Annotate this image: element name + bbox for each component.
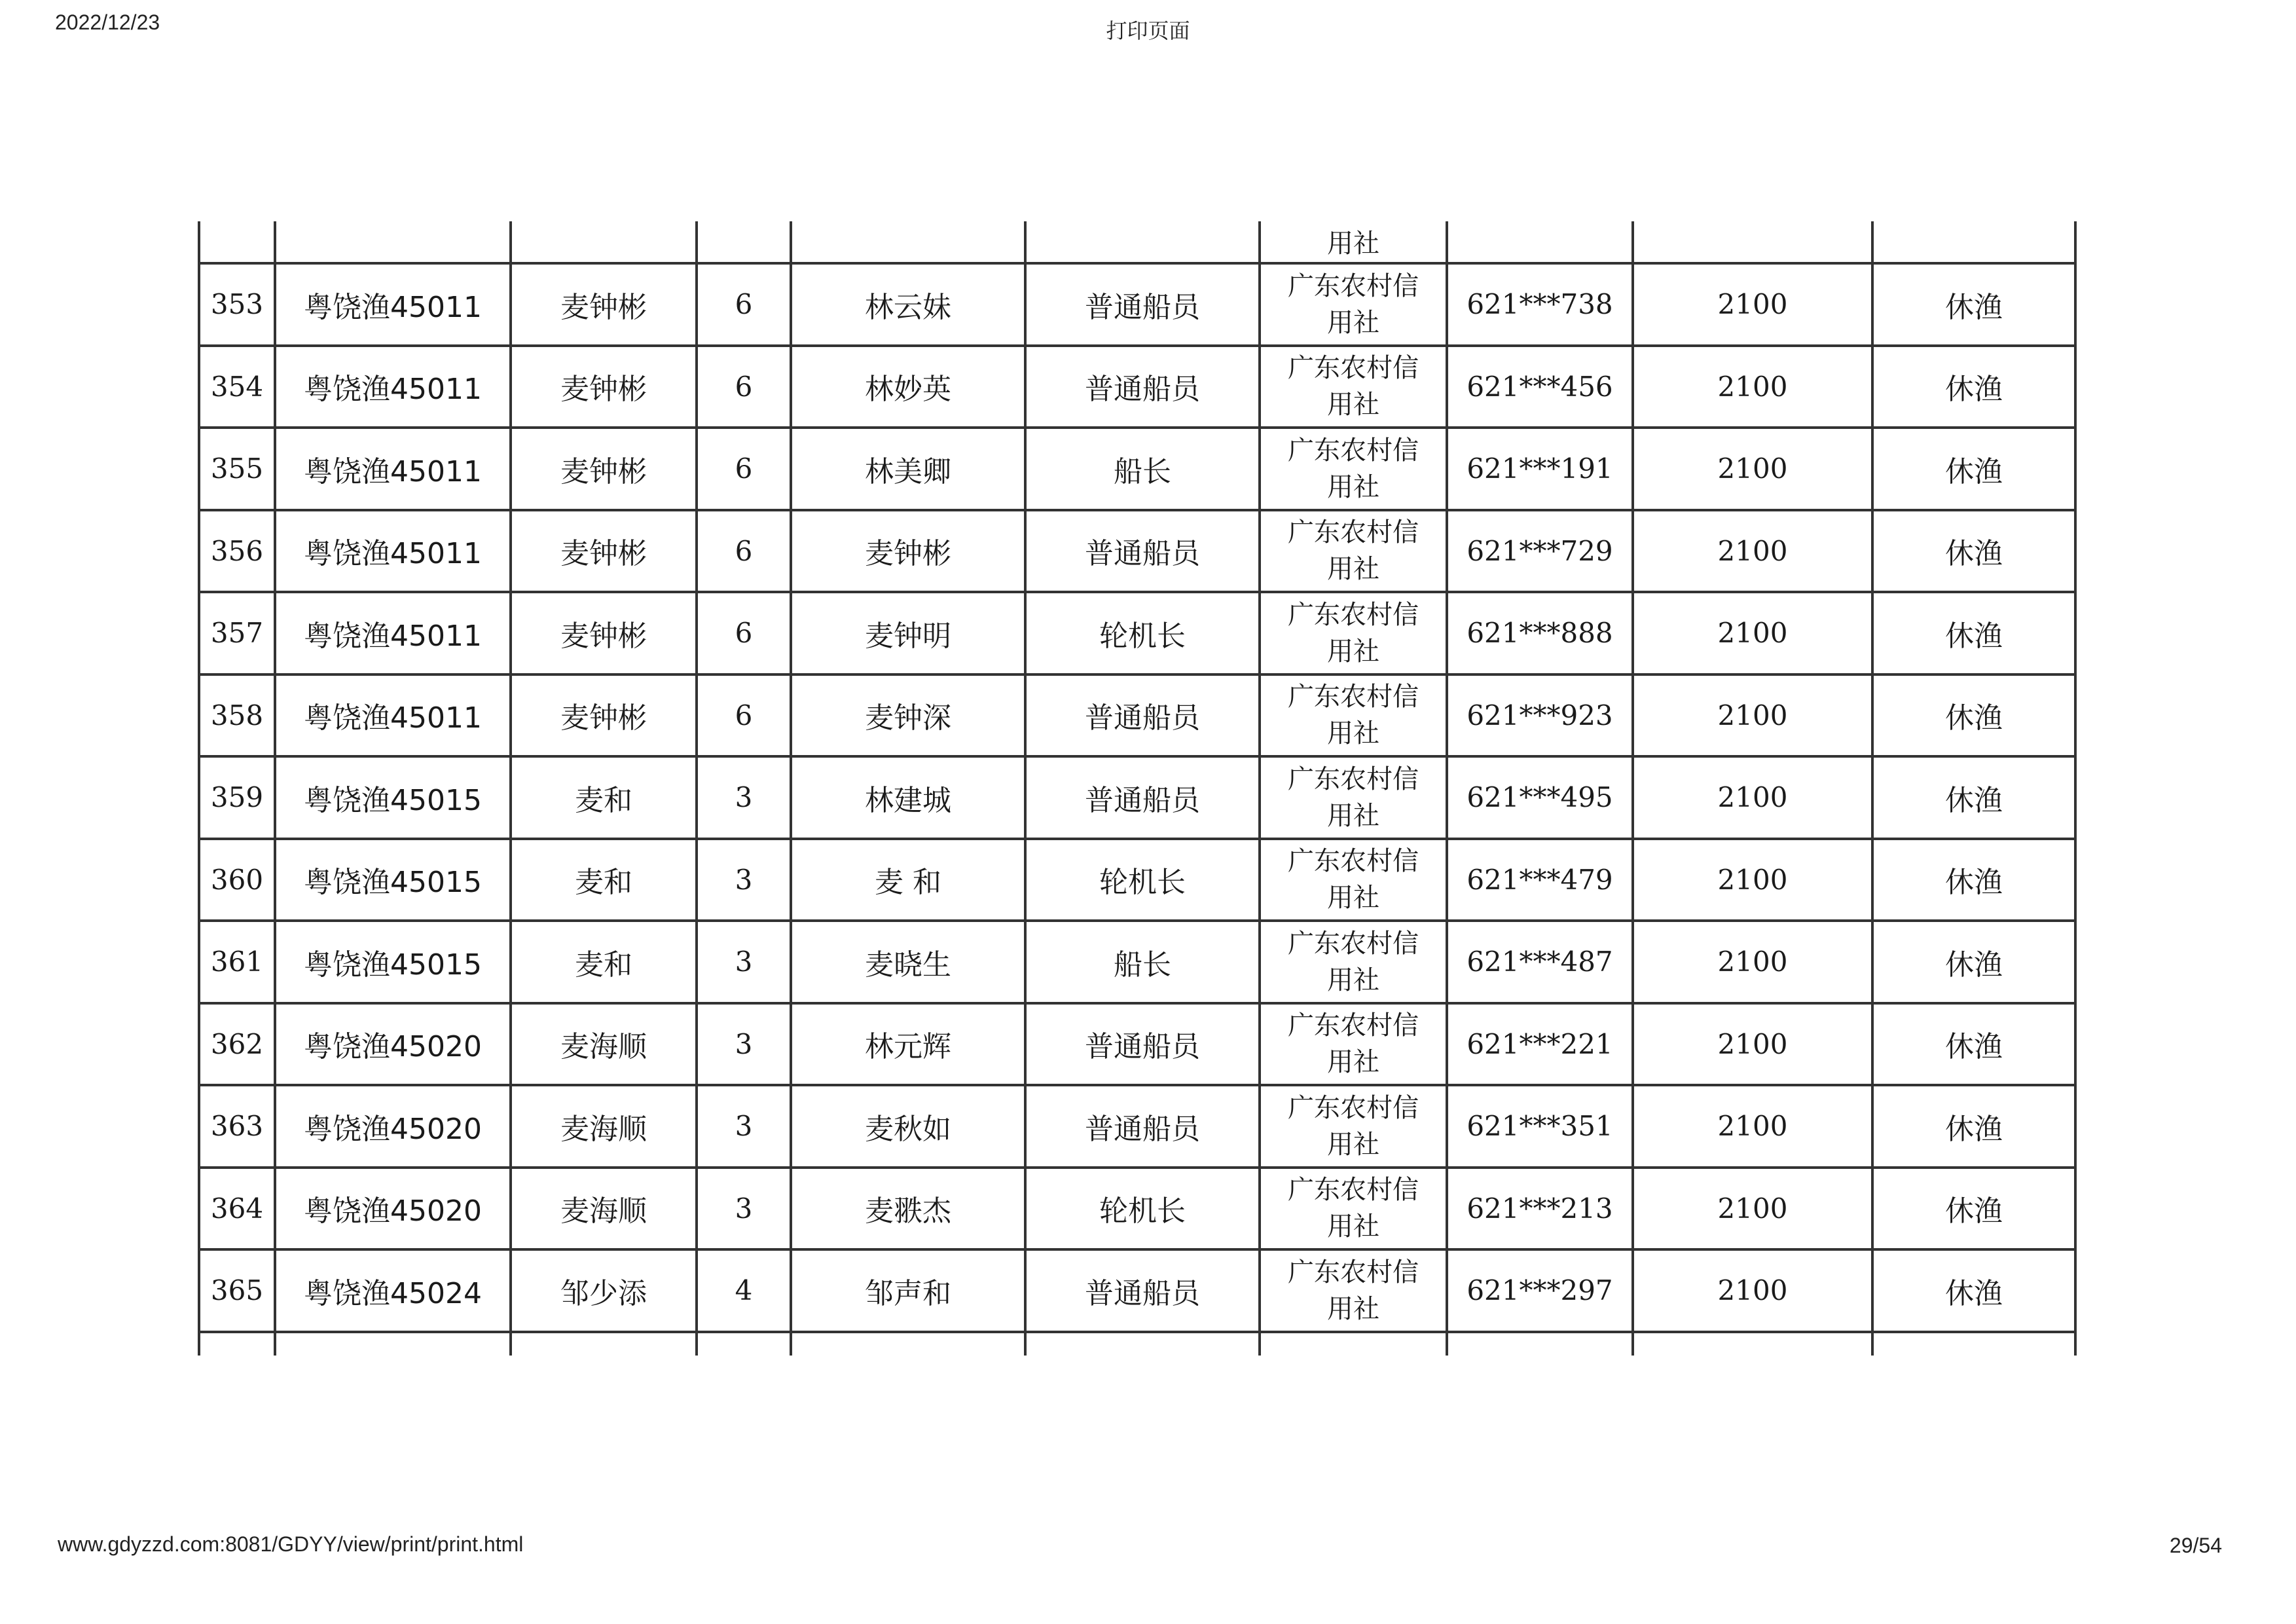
cell-name: 麦晓生 bbox=[791, 921, 1025, 1003]
cell-name: 林元辉 bbox=[791, 1003, 1025, 1086]
cell-count: 6 bbox=[697, 674, 791, 757]
cell-type: 休渔 bbox=[1872, 346, 2075, 428]
cell-vessel: 粤饶渔45011 bbox=[275, 674, 511, 757]
cell-owner: 麦钟彬 bbox=[511, 592, 697, 674]
cell-no: 355 bbox=[199, 428, 275, 510]
cell-account: 621***495 bbox=[1447, 756, 1633, 839]
cell-bank bbox=[1260, 510, 1447, 593]
cell-vessel: 粤饶渔45020 bbox=[275, 1168, 511, 1250]
page-title: 打印页面 bbox=[1106, 18, 1190, 43]
cell-role: 轮机长 bbox=[1025, 1168, 1260, 1250]
cell-name: 麦秋如 bbox=[791, 1085, 1025, 1168]
cell-vessel bbox=[275, 1332, 511, 1356]
cell-account: 621***479 bbox=[1447, 839, 1633, 921]
table-row bbox=[199, 510, 2075, 593]
cell-type bbox=[1872, 1332, 2075, 1356]
bank-line: 广东农村信 bbox=[1288, 1092, 1419, 1123]
cell-account: 621***888 bbox=[1447, 592, 1633, 674]
bank-line: 用社 bbox=[1327, 1211, 1379, 1242]
cell-bank bbox=[1260, 756, 1447, 839]
bank-line: 用社 bbox=[1327, 229, 1379, 259]
cell-amount: 2100 bbox=[1633, 921, 1872, 1003]
cell-vessel: 粤饶渔45015 bbox=[275, 756, 511, 839]
cell-name bbox=[791, 221, 1025, 263]
cell-bank bbox=[1260, 221, 1447, 263]
cell-amount: 2100 bbox=[1633, 592, 1872, 674]
subsidy-table bbox=[198, 221, 2077, 1356]
bank-line: 广东农村信 bbox=[1288, 1010, 1419, 1041]
bank-line: 广东农村信 bbox=[1288, 270, 1419, 301]
cell-role: 轮机长 bbox=[1025, 592, 1260, 674]
cell-amount: 2100 bbox=[1633, 428, 1872, 510]
cell-name: 林美卿 bbox=[791, 428, 1025, 510]
cell-no: 365 bbox=[199, 1249, 275, 1332]
cell-no: 361 bbox=[199, 921, 275, 1003]
cell-type: 休渔 bbox=[1872, 1003, 2075, 1086]
cell-vessel: 粤饶渔45024 bbox=[275, 1249, 511, 1332]
table-row-continued bbox=[199, 221, 2075, 263]
cell-name: 林建城 bbox=[791, 756, 1025, 839]
cell-owner: 麦钟彬 bbox=[511, 428, 697, 510]
cell-amount: 2100 bbox=[1633, 510, 1872, 593]
cell-amount: 2100 bbox=[1633, 1249, 1872, 1332]
page-number: 29/54 bbox=[2169, 1534, 2222, 1557]
cell-amount: 2100 bbox=[1633, 346, 1872, 428]
cell-role: 普通船员 bbox=[1025, 510, 1260, 593]
cell-type: 休渔 bbox=[1872, 592, 2075, 674]
cell-account: 621***351 bbox=[1447, 1085, 1633, 1168]
table-row bbox=[199, 839, 2075, 921]
cell-account: 621***213 bbox=[1447, 1168, 1633, 1250]
bank-line: 广东农村信 bbox=[1288, 846, 1419, 877]
cell-type: 休渔 bbox=[1872, 1085, 2075, 1168]
bank-line: 广东农村信 bbox=[1288, 682, 1419, 712]
table-row bbox=[199, 1168, 2075, 1250]
cell-role: 普通船员 bbox=[1025, 756, 1260, 839]
cell-bank bbox=[1260, 1332, 1447, 1356]
bank-line: 广东农村信 bbox=[1288, 517, 1419, 548]
cell-owner: 麦钟彬 bbox=[511, 263, 697, 346]
cell-role: 普通船员 bbox=[1025, 674, 1260, 757]
bank-line: 用社 bbox=[1327, 965, 1379, 995]
table-row bbox=[199, 263, 2075, 346]
table-body bbox=[199, 221, 2075, 1356]
cell-count: 6 bbox=[697, 428, 791, 510]
cell-vessel: 粤饶渔45011 bbox=[275, 510, 511, 593]
cell-role: 普通船员 bbox=[1025, 263, 1260, 346]
cell-no: 356 bbox=[199, 510, 275, 593]
cell-owner: 麦和 bbox=[511, 756, 697, 839]
footer-url: www.gdyzzd.com:8081/GDYY/view/print/print.html bbox=[58, 1532, 524, 1556]
bank-line: 用社 bbox=[1327, 1293, 1379, 1324]
bank-line: 广东农村信 bbox=[1288, 599, 1419, 630]
cell-no: 357 bbox=[199, 592, 275, 674]
cell-account: 621***729 bbox=[1447, 510, 1633, 593]
cell-name: 林妙英 bbox=[791, 346, 1025, 428]
bank-line: 用社 bbox=[1327, 883, 1379, 913]
bank-line: 广东农村信 bbox=[1288, 1175, 1419, 1206]
bank-line: 用社 bbox=[1327, 307, 1379, 338]
print-date: 2022/12/23 bbox=[55, 10, 160, 34]
cell-vessel: 粤饶渔45011 bbox=[275, 263, 511, 346]
cell-bank bbox=[1260, 839, 1447, 921]
cell-count: 3 bbox=[697, 1003, 791, 1086]
cell-owner bbox=[511, 1332, 697, 1356]
cell-amount: 2100 bbox=[1633, 1168, 1872, 1250]
cell-vessel: 粤饶渔45020 bbox=[275, 1085, 511, 1168]
cell-account: 621***456 bbox=[1447, 346, 1633, 428]
bank-line: 广东农村信 bbox=[1288, 764, 1419, 794]
cell-count: 3 bbox=[697, 921, 791, 1003]
cell-vessel: 粤饶渔45011 bbox=[275, 346, 511, 428]
bank-line: 用社 bbox=[1327, 471, 1379, 502]
cell-count: 6 bbox=[697, 346, 791, 428]
table-row bbox=[199, 428, 2075, 510]
cell-role: 普通船员 bbox=[1025, 346, 1260, 428]
bank-line: 广东农村信 bbox=[1288, 928, 1419, 959]
cell-bank bbox=[1260, 1249, 1447, 1332]
bank-line: 用社 bbox=[1327, 636, 1379, 667]
cell-type: 休渔 bbox=[1872, 839, 2075, 921]
cell-type: 休渔 bbox=[1872, 428, 2075, 510]
cell-no: 362 bbox=[199, 1003, 275, 1086]
cell-role: 普通船员 bbox=[1025, 1085, 1260, 1168]
cell-amount: 2100 bbox=[1633, 1003, 1872, 1086]
cell-name: 麦翐杰 bbox=[791, 1168, 1025, 1250]
cell-bank bbox=[1260, 1003, 1447, 1086]
cell-owner: 麦海顺 bbox=[511, 1168, 697, 1250]
cell-name: 麦钟深 bbox=[791, 674, 1025, 757]
cell-bank bbox=[1260, 428, 1447, 510]
cell-amount bbox=[1633, 1332, 1872, 1356]
cell-type: 休渔 bbox=[1872, 921, 2075, 1003]
cell-account: 621***297 bbox=[1447, 1249, 1633, 1332]
cell-type: 休渔 bbox=[1872, 510, 2075, 593]
cell-account: 621***221 bbox=[1447, 1003, 1633, 1086]
cell-no: 354 bbox=[199, 346, 275, 428]
cell-account: 621***487 bbox=[1447, 921, 1633, 1003]
cell-bank bbox=[1260, 1168, 1447, 1250]
cell-name: 林云妹 bbox=[791, 263, 1025, 346]
cell-no: 364 bbox=[199, 1168, 275, 1250]
cell-vessel: 粤饶渔45011 bbox=[275, 428, 511, 510]
table-row-continued bbox=[199, 1332, 2075, 1356]
cell-amount: 2100 bbox=[1633, 756, 1872, 839]
cell-owner: 麦钟彬 bbox=[511, 510, 697, 593]
cell-no: 363 bbox=[199, 1085, 275, 1168]
bank-line: 用社 bbox=[1327, 554, 1379, 585]
cell-account bbox=[1447, 1332, 1633, 1356]
cell-owner: 邹少添 bbox=[511, 1249, 697, 1332]
cell-bank bbox=[1260, 263, 1447, 346]
cell-bank bbox=[1260, 674, 1447, 757]
cell-account: 621***191 bbox=[1447, 428, 1633, 510]
cell-vessel bbox=[275, 221, 511, 263]
cell-vessel: 粤饶渔45015 bbox=[275, 839, 511, 921]
cell-bank bbox=[1260, 1085, 1447, 1168]
cell-role: 船长 bbox=[1025, 921, 1260, 1003]
cell-account: 621***738 bbox=[1447, 263, 1633, 346]
cell-amount: 2100 bbox=[1633, 263, 1872, 346]
cell-count: 3 bbox=[697, 839, 791, 921]
cell-role bbox=[1025, 1332, 1260, 1356]
cell-type: 休渔 bbox=[1872, 674, 2075, 757]
bank-line: 用社 bbox=[1327, 1047, 1379, 1078]
table-row bbox=[199, 346, 2075, 428]
cell-name: 麦钟彬 bbox=[791, 510, 1025, 593]
cell-bank bbox=[1260, 921, 1447, 1003]
bank-line: 用社 bbox=[1327, 1129, 1379, 1160]
table-row bbox=[199, 1249, 2075, 1332]
cell-owner: 麦和 bbox=[511, 839, 697, 921]
cell-role: 普通船员 bbox=[1025, 1003, 1260, 1086]
cell-count: 6 bbox=[697, 510, 791, 593]
cell-type bbox=[1872, 221, 2075, 263]
cell-no: 358 bbox=[199, 674, 275, 757]
cell-count: 6 bbox=[697, 263, 791, 346]
cell-owner: 麦钟彬 bbox=[511, 674, 697, 757]
cell-vessel: 粤饶渔45015 bbox=[275, 921, 511, 1003]
cell-bank bbox=[1260, 346, 1447, 428]
cell-account: 621***923 bbox=[1447, 674, 1633, 757]
cell-count: 3 bbox=[697, 1168, 791, 1250]
cell-amount: 2100 bbox=[1633, 839, 1872, 921]
cell-owner: 麦钟彬 bbox=[511, 346, 697, 428]
cell-owner: 麦海顺 bbox=[511, 1085, 697, 1168]
bank-line: 用社 bbox=[1327, 800, 1379, 831]
cell-owner bbox=[511, 221, 697, 263]
cell-bank bbox=[1260, 592, 1447, 674]
cell-role: 船长 bbox=[1025, 428, 1260, 510]
cell-type: 休渔 bbox=[1872, 263, 2075, 346]
cell-account bbox=[1447, 221, 1633, 263]
table-row bbox=[199, 674, 2075, 757]
cell-owner: 麦海顺 bbox=[511, 1003, 697, 1086]
cell-count bbox=[697, 221, 791, 263]
cell-count: 6 bbox=[697, 592, 791, 674]
cell-vessel: 粤饶渔45011 bbox=[275, 592, 511, 674]
table-row bbox=[199, 592, 2075, 674]
bank-line: 广东农村信 bbox=[1288, 1257, 1419, 1287]
cell-count bbox=[697, 1332, 791, 1356]
cell-type: 休渔 bbox=[1872, 1168, 2075, 1250]
cell-no: 353 bbox=[199, 263, 275, 346]
bank-line: 广东农村信 bbox=[1288, 435, 1419, 466]
cell-no: 360 bbox=[199, 839, 275, 921]
cell-type: 休渔 bbox=[1872, 756, 2075, 839]
cell-no: 359 bbox=[199, 756, 275, 839]
cell-count: 4 bbox=[697, 1249, 791, 1332]
bank-line: 用社 bbox=[1327, 718, 1379, 749]
bank-line: 广东农村信 bbox=[1288, 353, 1419, 384]
table-row bbox=[199, 1003, 2075, 1086]
cell-name: 邹声和 bbox=[791, 1249, 1025, 1332]
cell-no bbox=[199, 221, 275, 263]
cell-amount: 2100 bbox=[1633, 1085, 1872, 1168]
cell-name: 麦钟明 bbox=[791, 592, 1025, 674]
cell-name bbox=[791, 1332, 1025, 1356]
cell-role: 轮机长 bbox=[1025, 839, 1260, 921]
cell-count: 3 bbox=[697, 1085, 791, 1168]
cell-no bbox=[199, 1332, 275, 1356]
cell-name: 麦 和 bbox=[791, 839, 1025, 921]
table-row bbox=[199, 921, 2075, 1003]
table-row bbox=[199, 756, 2075, 839]
cell-amount: 2100 bbox=[1633, 674, 1872, 757]
cell-vessel: 粤饶渔45020 bbox=[275, 1003, 511, 1086]
cell-role bbox=[1025, 221, 1260, 263]
cell-amount bbox=[1633, 221, 1872, 263]
cell-count: 3 bbox=[697, 756, 791, 839]
bank-line: 用社 bbox=[1327, 390, 1379, 420]
cell-owner: 麦和 bbox=[511, 921, 697, 1003]
cell-role: 普通船员 bbox=[1025, 1249, 1260, 1332]
table-row bbox=[199, 1085, 2075, 1168]
cell-type: 休渔 bbox=[1872, 1249, 2075, 1332]
